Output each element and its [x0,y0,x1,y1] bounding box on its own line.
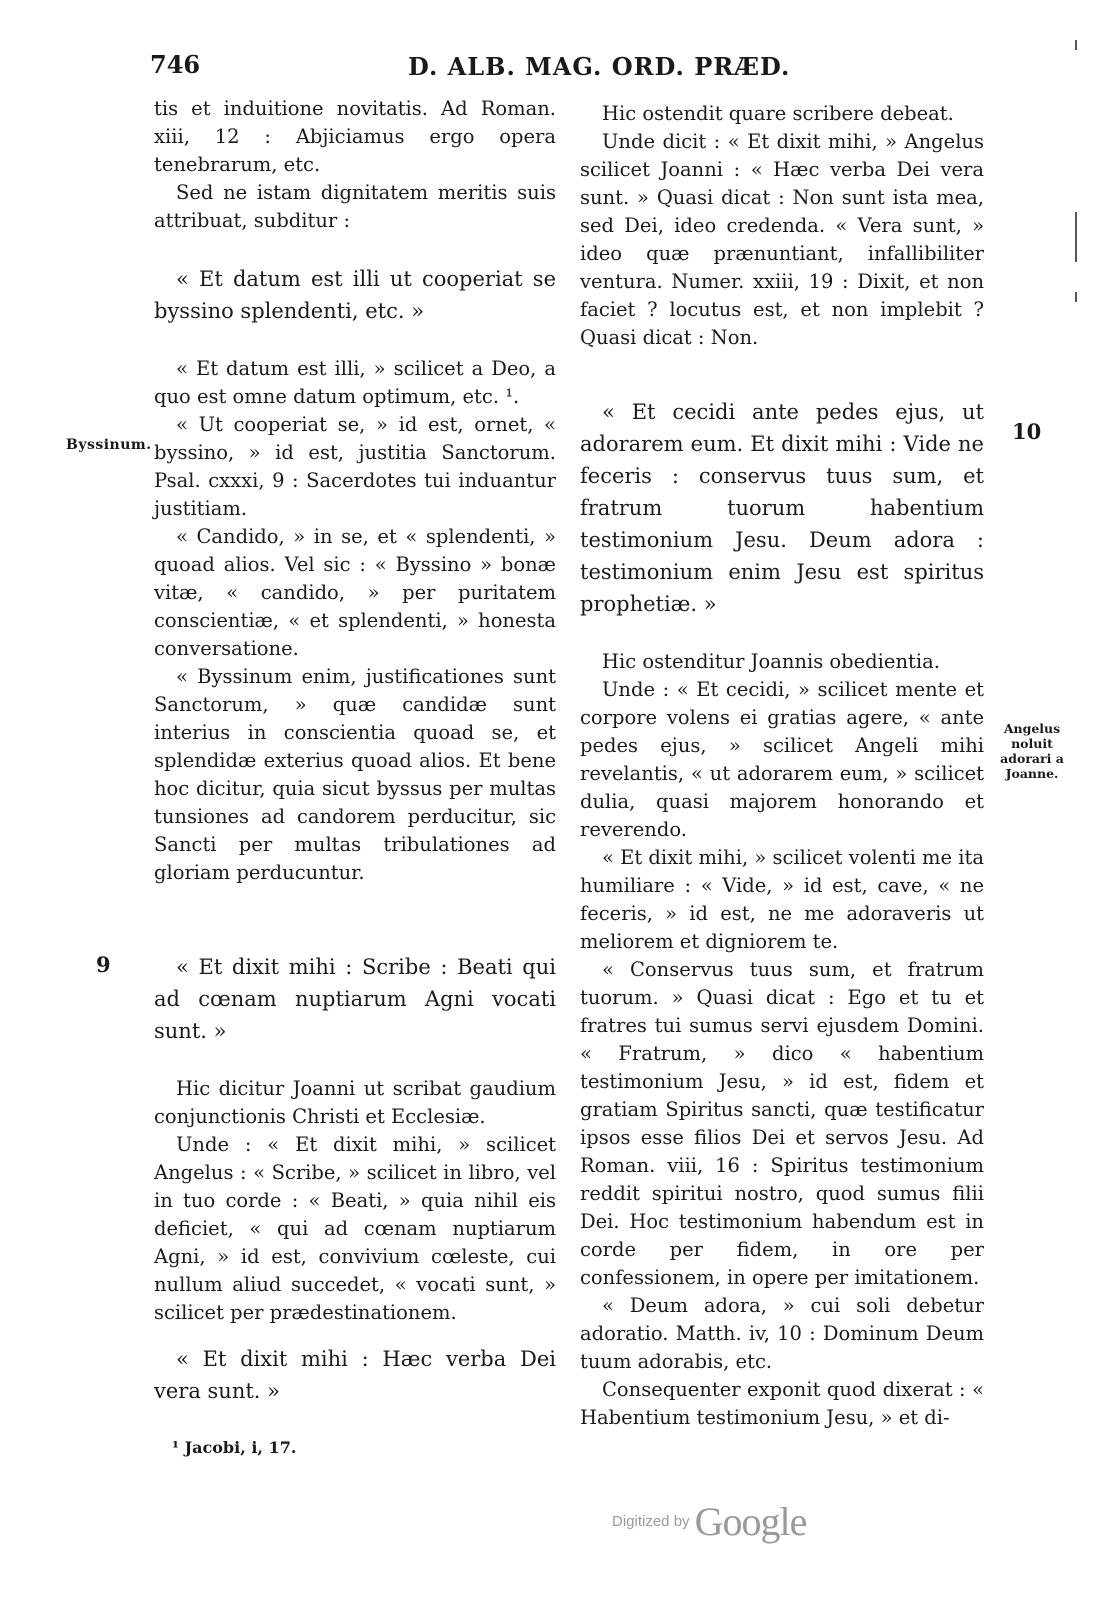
google-logo: Google [694,1499,807,1544]
scripture-verse: « Et dixit mihi : Scribe : Beati qui ad cœnam nuptiarum Agni vocati sunt. » [154,955,556,1043]
page-number: 746 [150,50,201,79]
scripture-verse: « Et datum est illi ut cooperiat se byssino splendenti, etc. » [154,267,556,323]
page-edge-mark [1075,212,1077,262]
page-edge-mark [1075,292,1077,302]
paragraph: « Et datum est illi, » scilicet a Deo, a quo est omne datum optimum, etc. ¹. [154,357,556,408]
paragraph: Sed ne istam dignitatem meritis suis attribuat, subditur : [154,181,556,232]
scripture-verse: « Et dixit mihi : Hæc verba Dei vera sunt. » [154,1347,556,1403]
margin-note-line: Joanne. [1005,766,1059,781]
paragraph: Hic dicitur Joanni ut scribat gaudium conjunctionis Christi et Ecclesiæ. [154,1077,556,1128]
watermark-prefix: Digitized by [612,1513,690,1530]
left-column [154,95,556,1407]
margin-note-line: noluit [1011,736,1053,751]
paragraph: « Deum adora, » cui soli debetur adoratio. Matth. iv, 10 : Dominum Deum tuum adorabis, etc. [580,1294,984,1373]
margin-note-line: Angelus [1003,721,1061,736]
paragraph: « Byssinum enim, justificationes sunt Sanctorum, » quæ candidæ sunt interius in conscientia quoad se, et splendidæ exterius quoad alios. Et bene hoc dicitur, quia sicut byssus per multas tunsiones ad candorem perducitur, sic Sancti per multas tribulationes ad gloriam perducuntur. [154,665,556,884]
verse-number-10: 10 [1012,419,1042,444]
paragraph: Hic ostenditur Joannis obedientia. [602,650,940,673]
paragraph: Unde : « Et cecidi, » scilicet mente et corpore volens ei gratias agere, « ante pedes ejus, » scilicet Angeli mihi revelantis, « ut adorarem eum, » scilicet dulia, quasi majorem honorando et reverendo. [580,678,984,841]
scripture-verse: « Et cecidi ante pedes ejus, ut adorarem eum. Et dixit mihi : Vide ne feceris : conservus tuus sum, et fratrum tuorum habentium testimonium Jesu. Deum adora : testimonium enim Jesu est spiritus prophetiæ. » [580,400,984,616]
paragraph: « Ut cooperiat se, » id est, ornet, « byssino, » id est, justitia Sanctorum. Psal. cxxxi, 9 : Sacerdotes tui induantur justitiam. [154,413,556,520]
footnote: ¹ Jacobi, i, 17. [172,1438,297,1457]
margin-note-line: adorari a [1000,751,1064,766]
paragraph: « Et dixit mihi, » scilicet volenti me ita humiliare : « Vide, » id est, cave, « ne feceris, » id est, ne me adoraveris ut meliorem et digniorem te. [580,846,984,953]
margin-note-byssinum: Byssinum. [66,437,152,453]
paragraph: Consequenter exponit quod dixerat : « Habentium testimonium Jesu, » et di- [580,1378,984,1429]
paragraph: « Candido, » in se, et « splendenti, » quoad alios. Vel sic : « Byssino » bonæ vitæ, « candido, » per puritatem conscientiæ, « et splendenti, » honesta conversatione. [154,525,556,660]
margin-note-angelus [996,721,1068,781]
digitized-watermark [612,1498,806,1545]
verse-number-9: 9 [96,952,111,977]
paragraph: Hic ostendit quare scribere debeat. [602,102,954,125]
paragraph: Unde : « Et dixit mihi, » scilicet Angelus : « Scribe, » scilicet in libro, vel in tuo corde : « Beati, » quia nihil eis deficiet, « qui ad cœnam nuptiarum Agni, » id est, convivium cœleste, cui nullum aliud succedet, « vocati sunt, » scilicet per prædestinationem. [154,1133,556,1324]
paragraph: Unde dicit : « Et dixit mihi, » Angelus scilicet Joanni : « Hæc verba Dei vera sunt. » Quasi dicat : Non sunt ista mea, sed Dei, ideo credenda. « Vera sunt, » ideo quæ prænuntiant, infallibiliter ventura. Numer. xxiii, 19 : Dixit, et non faciet ? locutus est, et non implebit ? Quasi dicat : Non. [580,130,984,349]
running-title: D. ALB. MAG. ORD. PRÆD. [408,52,791,81]
right-column [580,100,984,1432]
paragraph: « Conservus tuus sum, et fratrum tuorum. » Quasi dicat : Ego et tu et fratres tui sumus servi ejusdem Domini. « Fratrum, » dico « habentium testimonium Jesu, » id est, fidem et gratiam Spiritus sancti, quæ testificatur ipsos esse filios Dei et servos Jesu. Ad Roman. viii, 16 : Spiritus testimonium reddit spiritui nostro, quod sumus filii Dei. Hoc testimonium habendum est in corde per fidem, in ore per confessionem, in opere per imitationem. [580,958,984,1289]
paragraph: tis et induitione novitatis. Ad Roman. xiii, 12 : Abjiciamus ergo opera tenebrarum, etc. [154,97,556,176]
page-edge-mark [1075,40,1077,50]
